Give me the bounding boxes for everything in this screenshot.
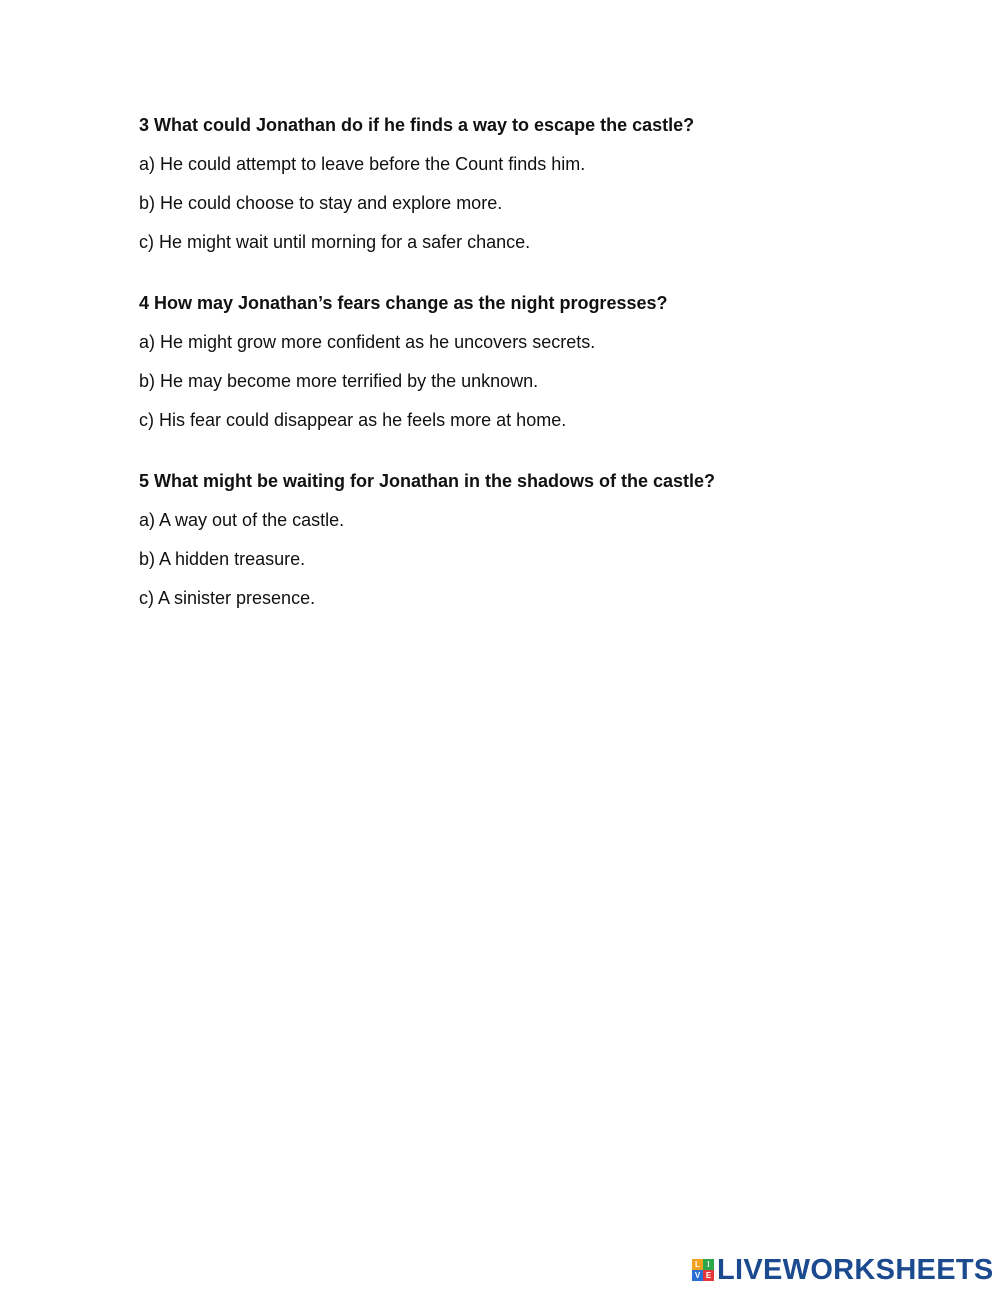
question-3 — [139, 114, 899, 253]
option-b[interactable]: b) A hidden treasure. — [139, 549, 306, 569]
question-5 — [139, 470, 899, 609]
option-a[interactable]: a) He might grow more confident as he uncovers secrets. — [139, 332, 596, 352]
worksheet — [139, 114, 899, 648]
option-b[interactable]: b) He may become more terrified by the unknown. — [139, 371, 539, 391]
option-c[interactable]: c) His fear could disappear as he feels more at home. — [139, 410, 567, 430]
option-b[interactable]: b) He could choose to stay and explore more. — [139, 193, 503, 213]
option-a[interactable]: a) He could attempt to leave before the Count finds him. — [139, 154, 586, 174]
logo-tile-l: L — [692, 1259, 703, 1270]
logo-tile-i: I — [703, 1259, 714, 1270]
question-title: 4 How may Jonathan’s fears change as the night progresses? — [139, 293, 668, 313]
option-c[interactable]: c) He might wait until morning for a safer chance. — [139, 232, 531, 252]
logo-tile-v: V — [692, 1270, 703, 1281]
question-4 — [139, 292, 899, 431]
question-title: 5 What might be waiting for Jonathan in the shadows of the castle? — [139, 471, 716, 491]
option-c[interactable]: c) A sinister presence. — [139, 588, 316, 608]
liveworksheets-logo-icon — [692, 1259, 714, 1281]
logo-tile-e: E — [703, 1270, 714, 1281]
question-title: 3 What could Jonathan do if he finds a way to escape the castle? — [139, 115, 695, 135]
brand-text: LIVEWORKSHEETS — [717, 1254, 994, 1286]
option-a[interactable]: a) A way out of the castle. — [139, 510, 345, 530]
liveworksheets-branding — [692, 1255, 994, 1285]
